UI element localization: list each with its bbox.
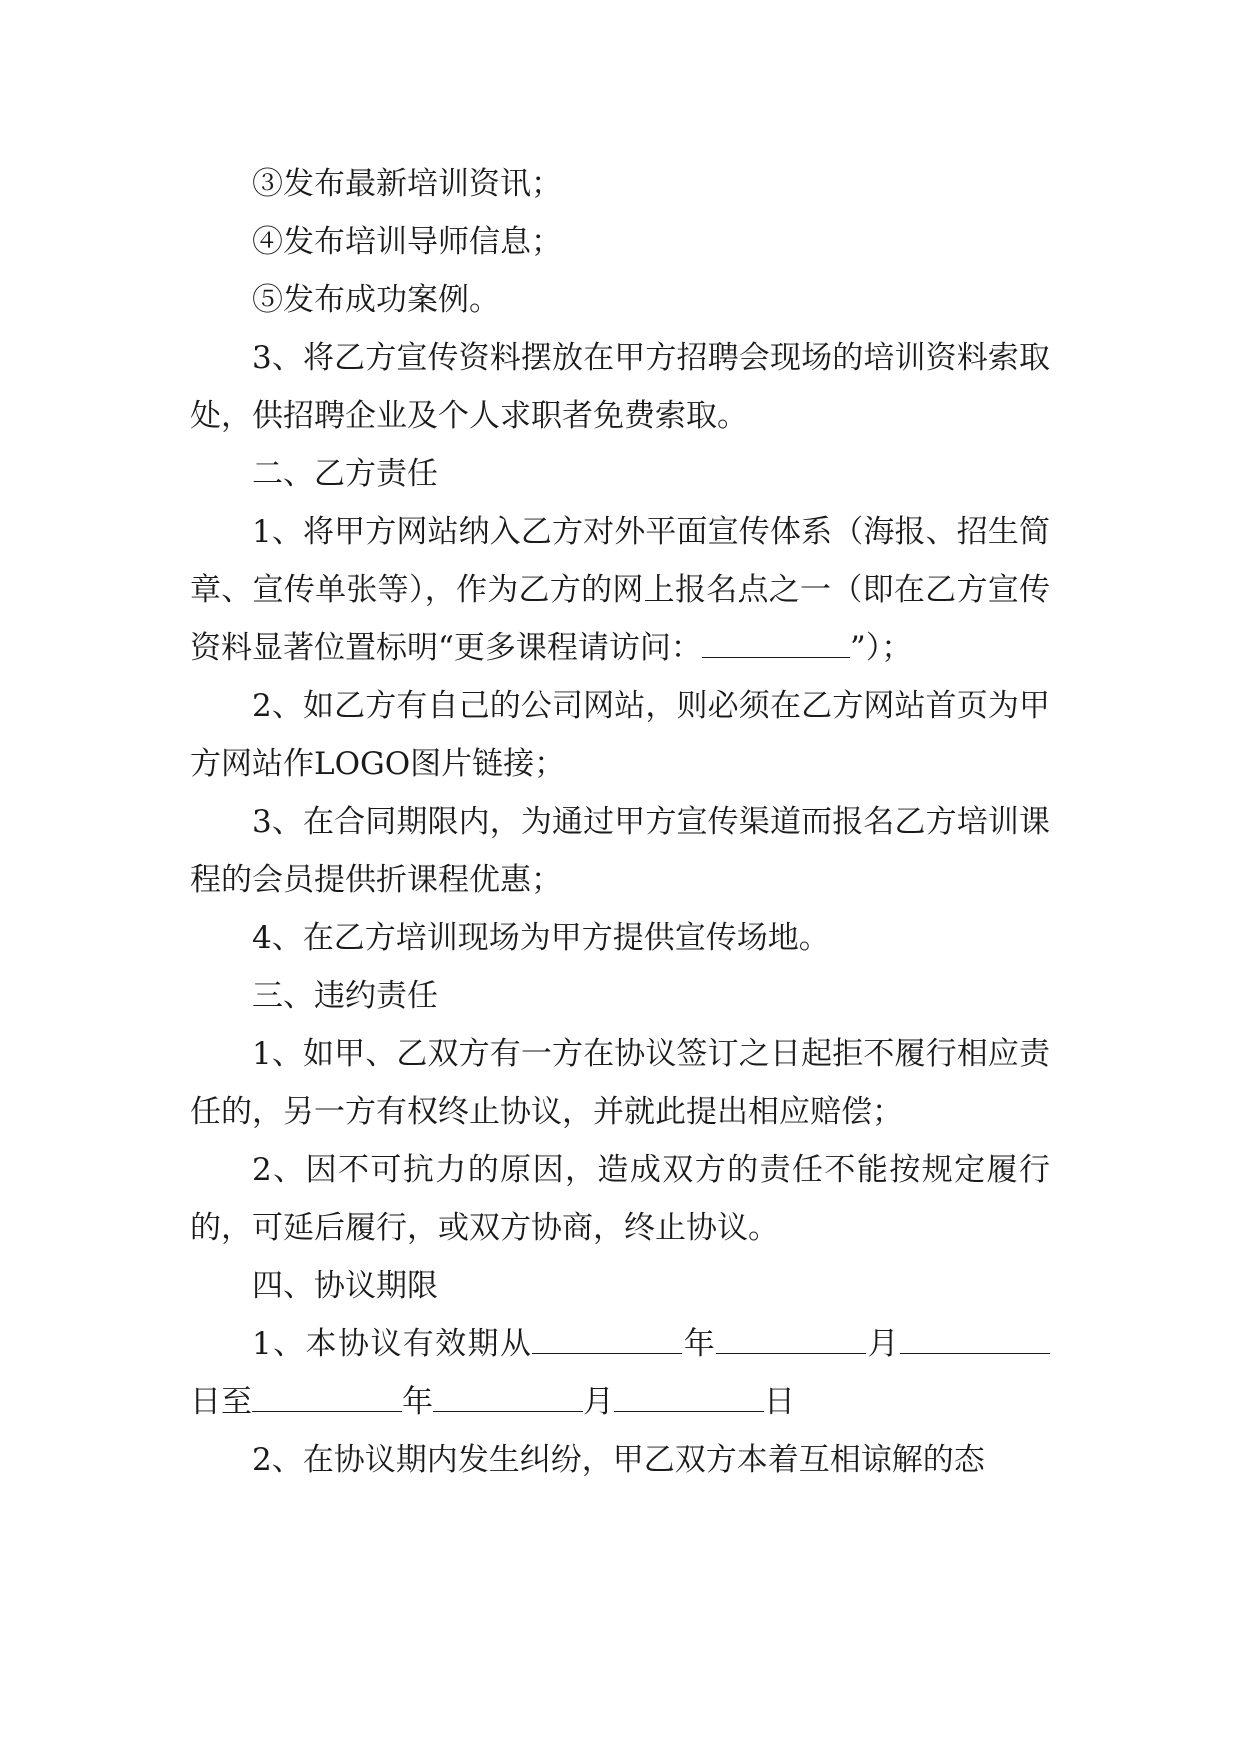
start-month-blank	[716, 1319, 866, 1354]
clause-materials-display: 3、将乙方宣传资料摆放在甲方招聘会现场的培训资料索取处，供招聘企业及个人求职者免费索取。	[190, 340, 1050, 434]
start-year-blank	[532, 1319, 682, 1354]
section-heading-term: 四、协议期限	[252, 1268, 438, 1304]
section-heading-party-b: 二、乙方责任	[252, 456, 438, 492]
validity-text-end-year: 年	[402, 1384, 433, 1420]
clause-breach-termination: 1、如甲、乙双方有一方在协议签订之日起拒不履行相应责任的，另一方有权终止协议，并就此提出相应赔偿；	[190, 1036, 1050, 1130]
clause-venue-space: 4、在乙方培训现场为甲方提供宣传场地。	[252, 920, 830, 956]
end-year-blank	[252, 1377, 402, 1412]
validity-text-year: 年	[682, 1326, 717, 1362]
document-body	[190, 155, 1050, 1489]
clause-website-promotion-text: 1、将甲方网站纳入乙方对外平面宣传体系（海报、招生简章、宣传单张等），作为乙方的网上报名点之一（即在乙方宣传资料显著位置标明“更多课程请访问：	[190, 514, 1050, 666]
validity-text-from: 1、本协议有效期从	[252, 1326, 533, 1362]
clause-website-promotion	[190, 503, 1050, 677]
clause-validity-period	[190, 1315, 1050, 1431]
clause-member-discount: 3、在合同期限内，为通过甲方宣传渠道而报名乙方培训课程的会员提供折课程优惠；	[190, 804, 1050, 898]
clause-dispute: 2、在协议期内发生纠纷，甲乙双方本着互相谅解的态	[252, 1442, 985, 1478]
section-heading-breach: 三、违约责任	[252, 978, 438, 1014]
validity-text-end-month: 月	[583, 1384, 614, 1420]
list-item-publish-trainers: ④发布培训导师信息；	[252, 224, 562, 260]
clause-logo-link: 2、如乙方有自己的公司网站，则必须在乙方网站首页为甲方网站作LOGO图片链接；	[190, 688, 1050, 782]
list-item-publish-cases: ⑤发布成功案例。	[252, 282, 500, 318]
validity-text-month: 月	[866, 1326, 900, 1362]
validity-text-day-to: 日至	[190, 1384, 252, 1420]
clause-website-promotion-end: ”）；	[849, 630, 913, 666]
start-day-blank	[900, 1319, 1050, 1354]
list-item-publish-news: ③发布最新培训资讯；	[252, 166, 562, 202]
end-day-blank	[614, 1377, 764, 1412]
clause-force-majeure: 2、因不可抗力的原因，造成双方的责任不能按规定履行的，可延后履行，或双方协商，终止协议。	[190, 1152, 1050, 1246]
validity-text-end-day: 日	[764, 1384, 795, 1420]
website-url-blank	[702, 623, 850, 658]
end-month-blank	[433, 1377, 583, 1412]
